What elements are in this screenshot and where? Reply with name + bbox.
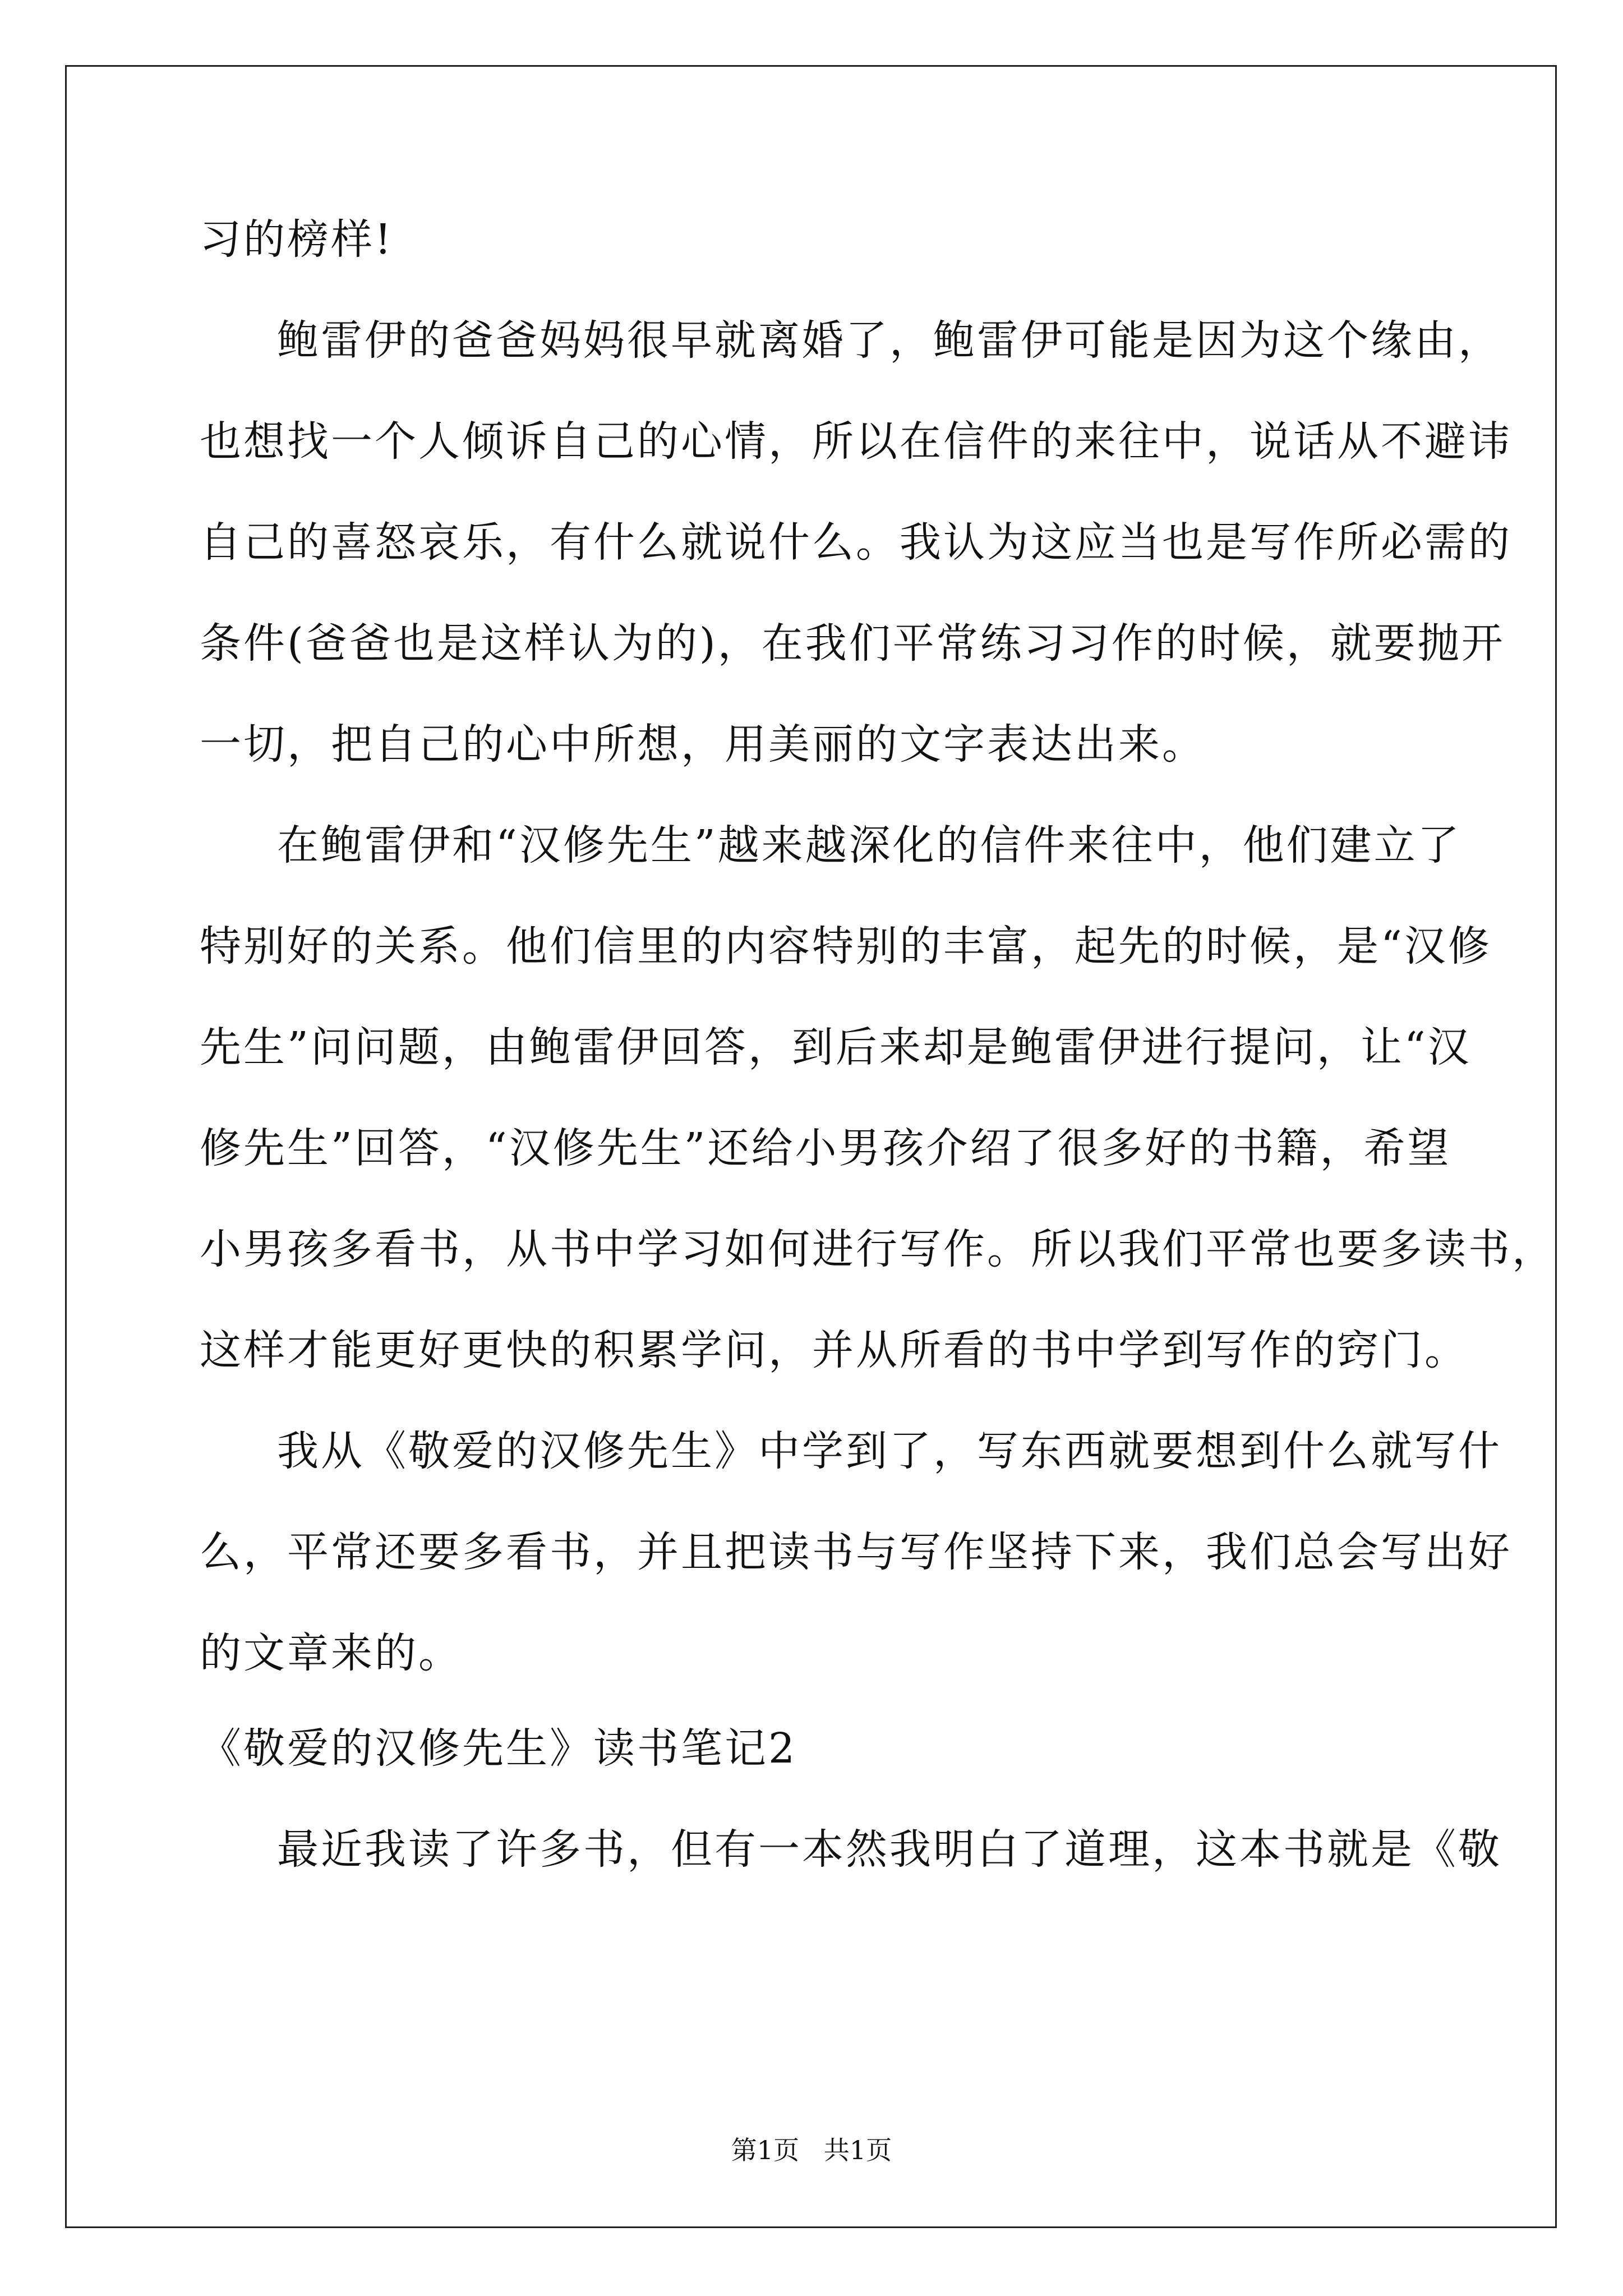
text-line: 也想找一个人倾诉自己的心情，所以在信件的来往中，说话从不避讳 xyxy=(200,417,1512,466)
text-line: 在鲍雷伊和“汉修先生”越来越深化的信件来往中，他们建立了 xyxy=(277,821,1461,869)
text-line: 条件(爸爸也是这样认为的)，在我们平常练习习作的时候，就要抛开 xyxy=(200,619,1505,668)
text-line: 习的榜样! xyxy=(200,215,394,264)
text-line: 一切，把自己的心中所想，用美丽的文字表达出来。 xyxy=(200,720,1206,769)
text-line: 我从《敬爱的汉修先生》中学到了，写东西就要想到什么就写什 xyxy=(277,1427,1502,1475)
text-line: 最近我读了许多书，但有一本然我明白了道理，这本书就是《敬 xyxy=(277,1825,1502,1874)
text-line: 自己的喜怒哀乐，有什么就说什么。我认为这应当也是写作所必需的 xyxy=(200,518,1512,567)
text-line: 修先生”回答，“汉修先生”还给小男孩介绍了很多好的书籍，希望 xyxy=(200,1124,1451,1172)
page-number-footer: 第1页 共1页 xyxy=(731,2135,892,2165)
text-line: 鲍雷伊的爸爸妈妈很早就离婚了，鲍雷伊可能是因为这个缘由， xyxy=(277,316,1502,365)
text-line: 特别好的关系。他们信里的内容特别的丰富，起先的时候，是“汉修 xyxy=(200,922,1492,970)
section-heading: 《敬爱的汉修先生》读书笔记2 xyxy=(200,1724,797,1773)
text-line: 么，平常还要多看书，并且把读书与写作坚持下来，我们总会写出好 xyxy=(200,1528,1512,1576)
text-line: 先生”问问题，由鲍雷伊回答，到后来却是鲍雷伊进行提问，让“汉 xyxy=(200,1023,1472,1071)
text-line: 小男孩多看书，从书中学习如何进行写作。所以我们平常也要多读书， xyxy=(200,1225,1556,1273)
text-line: 的文章来的。 xyxy=(200,1629,462,1677)
text-line: 这样才能更好更快的积累学问，并从所看的书中学到写作的窍门。 xyxy=(200,1326,1468,1374)
